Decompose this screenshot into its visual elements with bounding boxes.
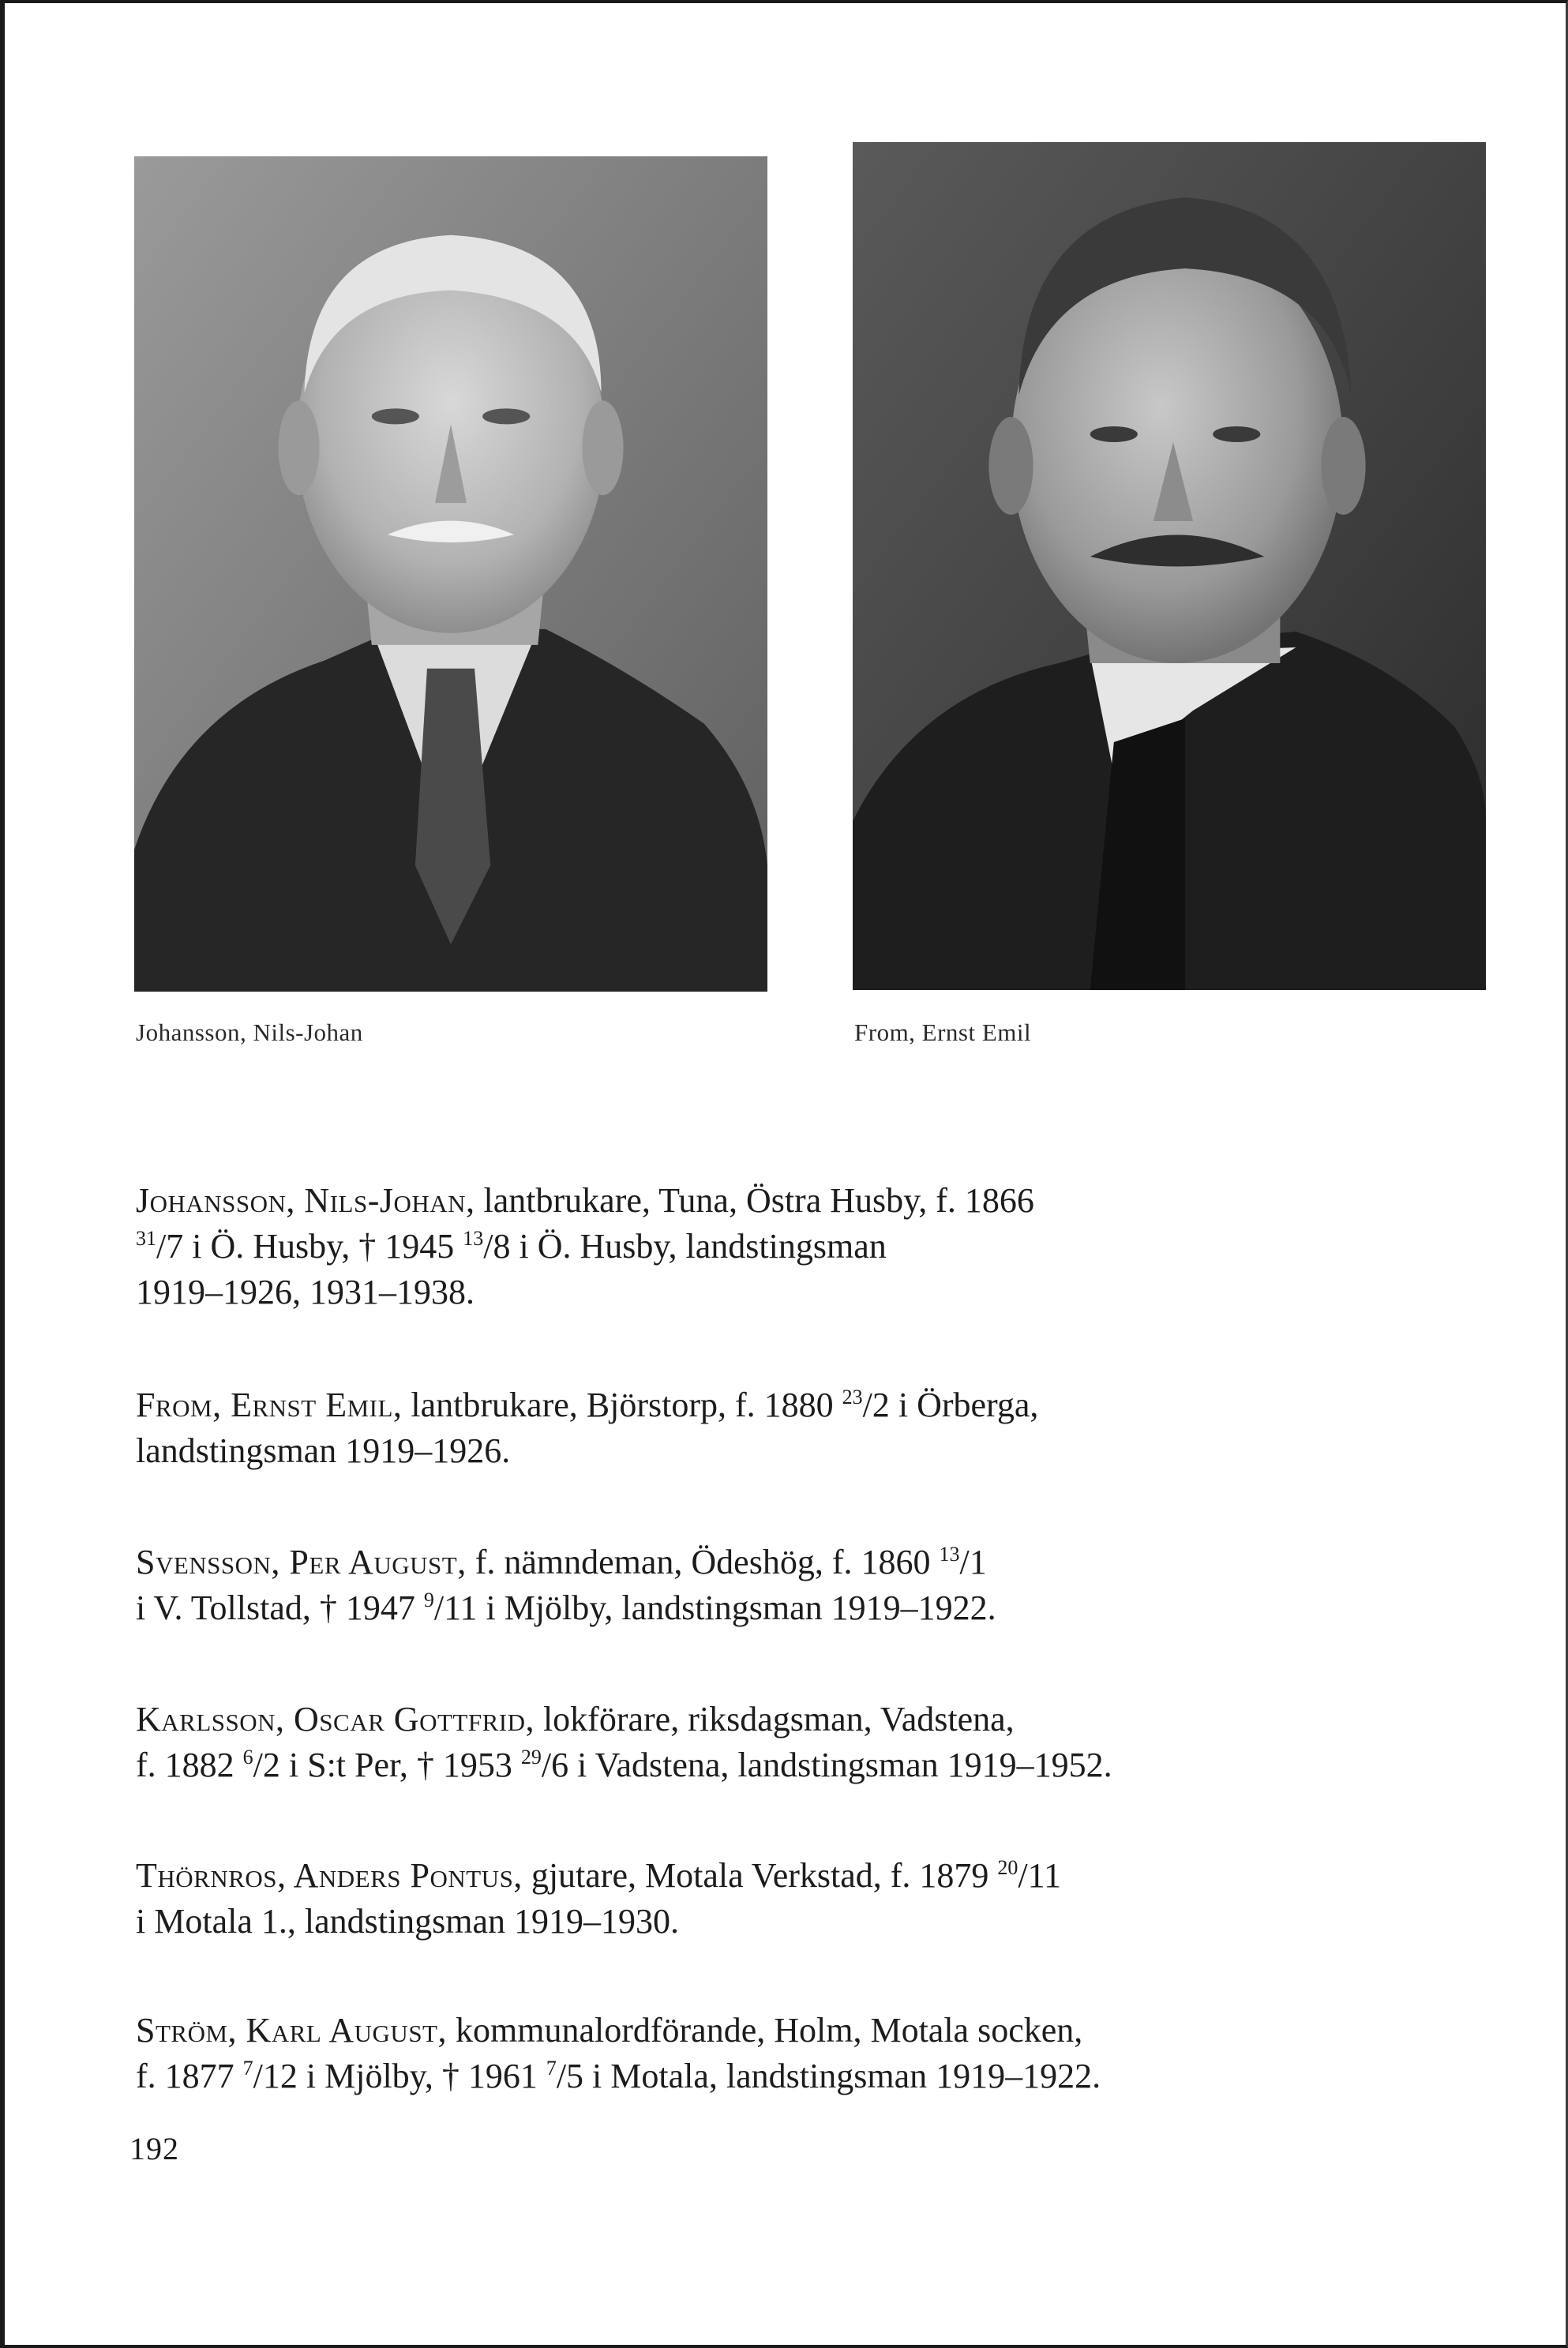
entry-text: f. nämndeman, Ödeshög, f. 1860 xyxy=(466,1543,940,1581)
portrait-photo-johansson xyxy=(134,156,767,992)
entry-line xyxy=(136,1540,1415,1585)
entry-line xyxy=(136,1178,1415,1224)
entry-line xyxy=(136,1270,1415,1315)
entry-text: /7 i Ö. Husby, † 1945 xyxy=(156,1227,463,1266)
entry-text: landstingsman 1919–1926. xyxy=(136,1431,511,1470)
entry-line xyxy=(136,2008,1415,2054)
entry-line xyxy=(136,1382,1415,1428)
entry-text: /11 i Mjölby, landstingsman 1919–1922. xyxy=(433,1588,996,1627)
entry-text: lantbrukare, Tuna, Östra Husby, f. 1866 xyxy=(475,1181,1034,1220)
biography-entry-thornros xyxy=(136,1853,1415,1945)
date-superscript: 13 xyxy=(939,1543,960,1566)
entry-name: Svensson, Per August, xyxy=(136,1543,467,1581)
entry-text: /6 i Vadstena, landstingsman 1919–1952. xyxy=(541,1746,1112,1784)
portrait-image-right xyxy=(853,142,1486,990)
entry-text: /2 i Örberga, xyxy=(862,1386,1039,1424)
entry-line xyxy=(136,1853,1415,1899)
entry-text: 1919–1926, 1931–1938. xyxy=(136,1273,475,1311)
date-superscript: 9 xyxy=(423,1588,434,1611)
photo-caption-left: Johansson, Nils-Johan xyxy=(136,1018,363,1046)
entry-text: /2 i S:t Per, † 1953 xyxy=(253,1746,521,1784)
entry-text: /12 i Mjölby, † 1961 xyxy=(253,2057,546,2095)
entry-name: Ström, Karl August, xyxy=(136,2011,447,2050)
entry-text: lantbrukare, Björstorp, f. 1880 xyxy=(402,1386,842,1424)
entry-text: kommunalordförande, Holm, Motala socken, xyxy=(447,2011,1083,2050)
biography-entry-karlsson xyxy=(136,1697,1415,1788)
entry-text: lokförare, riksdagsman, Vadstena, xyxy=(534,1700,1015,1738)
portrait-image-left xyxy=(134,156,767,992)
date-superscript: 20 xyxy=(997,1856,1018,1879)
date-superscript: 7 xyxy=(242,2057,253,2080)
entry-text: i V. Tollstad, † 1947 xyxy=(136,1588,424,1627)
entry-name: Johansson, Nils-Johan, xyxy=(136,1181,475,1220)
date-superscript: 6 xyxy=(242,1746,253,1769)
entry-line xyxy=(136,1742,1415,1788)
biography-entry-strom xyxy=(136,2008,1415,2099)
entry-text: i Motala 1., landstingsman 1919–1930. xyxy=(136,1902,680,1941)
entry-line xyxy=(136,1428,1415,1474)
entry-text: f. 1882 xyxy=(136,1746,243,1784)
date-superscript: 23 xyxy=(842,1386,863,1408)
date-superscript: 29 xyxy=(520,1746,542,1769)
entry-line xyxy=(136,1899,1415,1945)
page-number: 192 xyxy=(129,2131,179,2166)
photo-caption-right: From, Ernst Emil xyxy=(854,1018,1032,1046)
entry-text: /5 i Motala, landstingsman 1919–1922. xyxy=(556,2057,1101,2095)
biography-entry-svensson xyxy=(136,1540,1415,1631)
entry-line xyxy=(136,1224,1415,1270)
entry-text: /1 xyxy=(959,1543,987,1581)
entry-text: /11 xyxy=(1018,1856,1062,1895)
entry-line xyxy=(136,1697,1415,1742)
date-superscript: 31 xyxy=(136,1227,156,1250)
biography-entry-from xyxy=(136,1382,1415,1474)
entry-text: /8 i Ö. Husby, landstingsman xyxy=(483,1227,887,1266)
entry-name: From, Ernst Emil, xyxy=(136,1386,403,1424)
entry-text: gjutare, Motala Verkstad, f. 1879 xyxy=(522,1856,998,1895)
date-superscript: 13 xyxy=(463,1227,484,1250)
portrait-photo-from xyxy=(853,142,1486,990)
entry-name: Thörnros, Anders Pontus, xyxy=(136,1856,523,1895)
entry-name: Karlsson, Oscar Gottfrid, xyxy=(136,1700,535,1738)
biography-entry-johansson xyxy=(136,1178,1415,1315)
entry-line xyxy=(136,1585,1415,1631)
entry-text: f. 1877 xyxy=(136,2057,243,2095)
entry-line xyxy=(136,2054,1415,2099)
date-superscript: 7 xyxy=(546,2057,557,2080)
